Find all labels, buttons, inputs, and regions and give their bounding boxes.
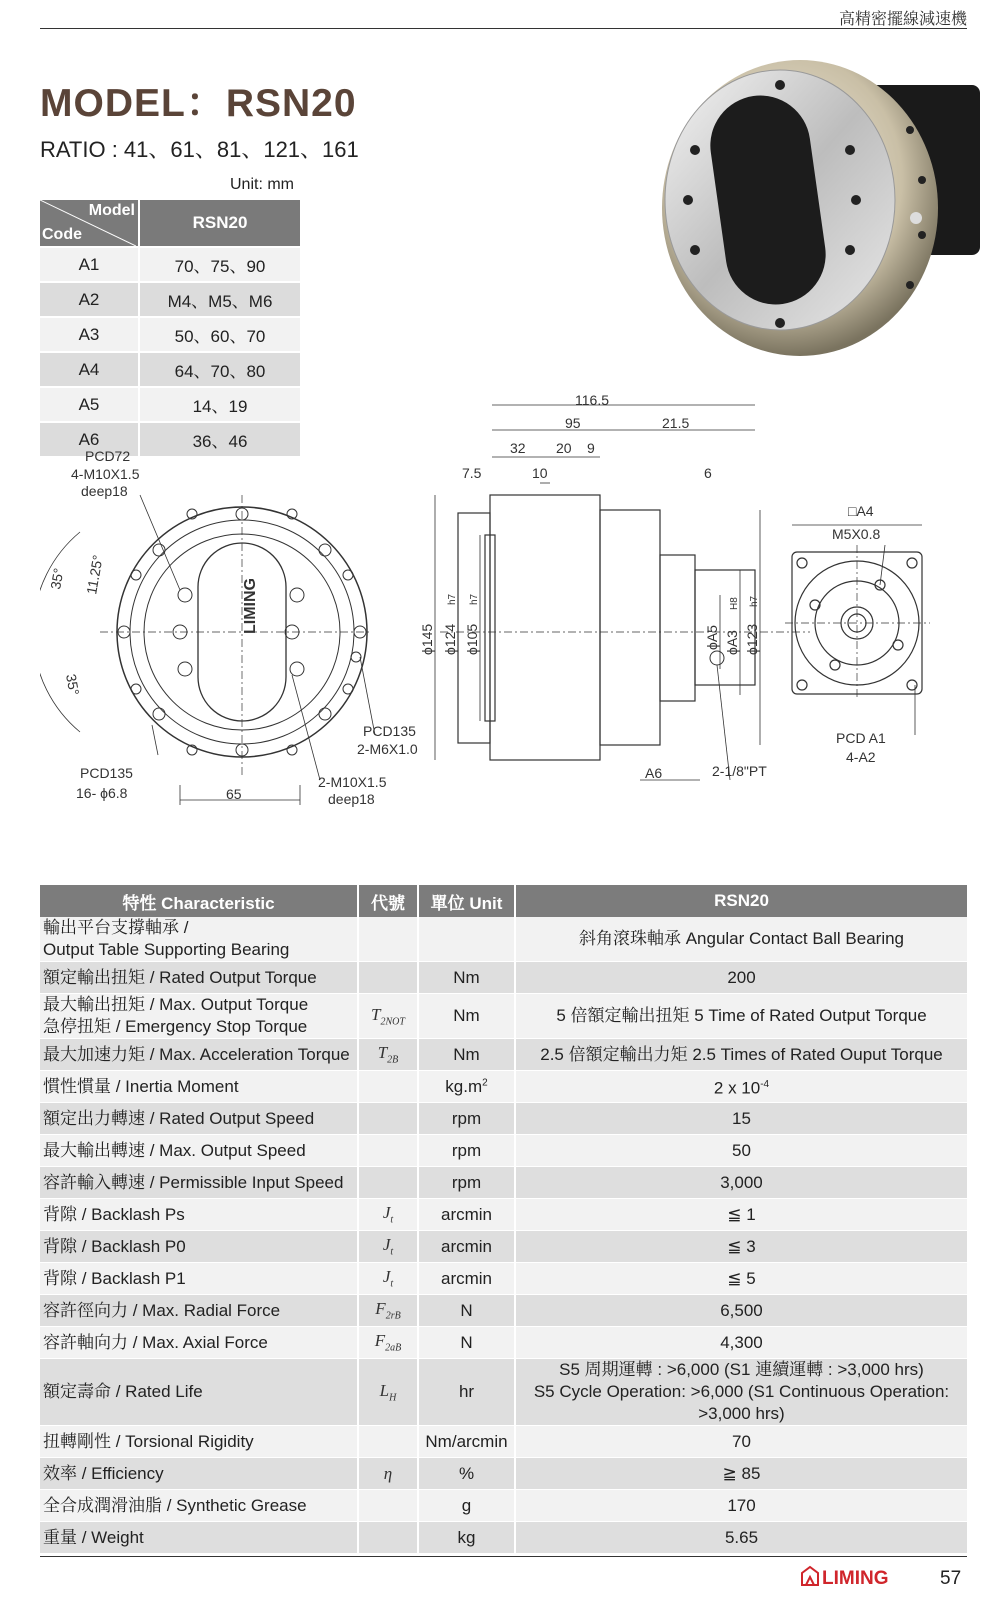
spec-row: [40, 1199, 967, 1231]
spec-value: [515, 1522, 967, 1554]
spec-char-text2: Output Table Supporting Bearing: [43, 940, 290, 959]
spec-char: [40, 1263, 358, 1295]
spec-code: [358, 1167, 418, 1199]
spec-code-sub: t: [390, 1246, 394, 1258]
spec-char: [40, 994, 358, 1039]
spec-char-text: 全合成潤滑油脂 / Synthetic Grease: [43, 1495, 307, 1515]
spec-char: [40, 1199, 358, 1231]
spec-char-text: 最大輸出轉速 / Max. Output Speed: [43, 1140, 306, 1160]
spec-value: [515, 1199, 967, 1231]
spec-row: [40, 1135, 967, 1167]
spec-code-main: J: [382, 1235, 391, 1255]
spec-char-text: 重量 / Weight: [43, 1527, 144, 1547]
dim-32: 32: [510, 440, 526, 456]
technical-drawing: [40, 395, 980, 845]
flange-a2: 4-A2: [846, 749, 876, 765]
spec-value-text: 200: [727, 967, 756, 987]
spec-value: [515, 1359, 967, 1426]
spec-unit-text: rpm: [451, 1140, 482, 1160]
spec-unit-text: kg.m: [445, 1076, 483, 1096]
spec-char-text2: 急停扭矩 / Emergency Stop Torque: [43, 1017, 308, 1036]
spec-head-value: RSN20: [515, 885, 967, 917]
spec-code: [358, 1327, 418, 1359]
spec-unit-text: kg: [457, 1527, 476, 1547]
head-code: Code: [42, 226, 82, 243]
front-view: [40, 495, 375, 805]
spec-head-code: 代號: [358, 885, 418, 917]
spec-char-text: 容許徑向力 / Max. Radial Force: [43, 1300, 281, 1320]
front-logo: LIMING: [242, 578, 259, 634]
spec-value: [515, 1103, 967, 1135]
spec-row: [40, 1426, 967, 1458]
dim-a6: A6: [645, 765, 663, 781]
spec-char-text: 背隙 / Backlash P1: [43, 1268, 186, 1288]
spec-unit: [418, 1167, 515, 1199]
spec-code-sub: 2aB: [385, 1342, 402, 1354]
spec-value: [515, 1263, 967, 1295]
spec-code-sub: 2B: [387, 1054, 399, 1066]
value-cell: 50、60、70: [139, 317, 300, 352]
ratio-line: RATIO : 41、61、81、121、161: [40, 137, 359, 162]
spec-unit: [418, 962, 515, 994]
spec-value-text: 2 x 10: [713, 1078, 761, 1098]
spec-unit-text: Nm/arcmin: [425, 1431, 508, 1451]
spec-value: [515, 1167, 967, 1199]
spec-unit-sup: 2: [482, 1076, 488, 1088]
spec-char: [40, 1231, 358, 1263]
spec-unit: [418, 917, 515, 962]
spec-value-text: 70: [732, 1431, 751, 1451]
dim-phi124: ϕ124: [442, 623, 458, 655]
brand-name: LIMING: [822, 1568, 889, 1589]
label-deep18-a: deep18: [81, 483, 128, 499]
spec-char-text: 容許軸向力 / Max. Axial Force: [43, 1332, 268, 1352]
dim-phi145: ϕ145: [419, 623, 435, 655]
spec-code: [358, 962, 418, 994]
spec-char-text: 額定輸出扭矩 / Rated Output Torque: [43, 967, 317, 987]
code-cell: A6: [40, 422, 139, 457]
label-m10-4: 4-M10X1.5: [71, 466, 140, 482]
spec-value-sup: -4: [760, 1078, 770, 1090]
spec-code-main: F: [375, 1299, 386, 1319]
spec-char-text: 最大輸出扭矩 / Max. Output Torque: [43, 995, 309, 1014]
spec-unit-text: rpm: [451, 1108, 482, 1128]
spec-value: [515, 1071, 967, 1103]
value-cell: 70、75、90: [139, 247, 300, 282]
spec-value-text: 5 倍額定輸出扭矩 5 Time of Rated Output Torque: [556, 1006, 927, 1025]
spec-unit-text: rpm: [451, 1172, 482, 1192]
footer-line: [40, 1556, 967, 1557]
spec-head-unit: 單位 Unit: [418, 885, 515, 917]
spec-code-main: η: [383, 1463, 393, 1483]
spec-char-text: 容許輸入轉速 / Permissible Input Speed: [43, 1172, 344, 1192]
spec-char: [40, 1327, 358, 1359]
spec-unit: [418, 1426, 515, 1458]
side-view: [435, 405, 810, 780]
spec-unit: [418, 1490, 515, 1522]
value-cell: 36、46: [139, 422, 300, 457]
spec-value: [515, 917, 967, 962]
label-pcd135-16: PCD135: [80, 765, 133, 781]
spec-value-text3: >3,000 hrs): [698, 1404, 785, 1423]
value-cell: 64、70、80: [139, 352, 300, 387]
header-title: 高精密擺線減速機: [838, 11, 967, 28]
spec-code: [358, 1263, 418, 1295]
spec-value: [515, 994, 967, 1039]
spec-code: [358, 1103, 418, 1135]
spec-code: [358, 1071, 418, 1103]
spec-value: [515, 1135, 967, 1167]
spec-row: [40, 1071, 967, 1103]
spec-unit-text: Nm: [453, 1044, 480, 1064]
spec-value-text: 50: [732, 1140, 751, 1160]
spec-code: [358, 1490, 418, 1522]
dim-20: 20: [556, 440, 572, 456]
spec-unit: [418, 1359, 515, 1426]
label-m10-2: 2-M10X1.5: [318, 774, 387, 790]
spec-value-text: ≦ 1: [727, 1204, 756, 1224]
spec-value-text: 5.65: [724, 1527, 759, 1547]
value-cell: M4、M5、M6: [139, 282, 300, 317]
spec-code: [358, 1295, 418, 1327]
spec-unit: [418, 1263, 515, 1295]
code-cell: A5: [40, 387, 139, 422]
spec-code: [358, 994, 418, 1039]
code-cell: A4: [40, 352, 139, 387]
unit-label: Unit: mm: [230, 176, 294, 193]
spec-row: [40, 1263, 967, 1295]
spec-value-text: ≧ 85: [722, 1463, 761, 1483]
model-title: MODEL：RSN20: [40, 82, 357, 125]
spec-unit-text: Nm: [453, 967, 480, 987]
spec-value: [515, 1490, 967, 1522]
spec-char: [40, 1490, 358, 1522]
label-deep18-b: deep18: [328, 791, 375, 807]
spec-char: [40, 1522, 358, 1554]
spec-char: [40, 1295, 358, 1327]
spec-code: [358, 1359, 418, 1426]
spec-row: [40, 962, 967, 994]
page-header: [40, 0, 967, 29]
spec-value-text: 4,300: [720, 1332, 763, 1352]
code-cell: A1: [40, 247, 139, 282]
page-number: 57: [940, 1568, 962, 1589]
spec-value-text: ≦ 3: [727, 1236, 756, 1256]
spec-head-char: 特性 Characteristic: [40, 885, 358, 917]
spec-char: [40, 1167, 358, 1199]
spec-code: [358, 917, 418, 962]
brand-logo-icon: [800, 1565, 820, 1587]
spec-unit: [418, 1295, 515, 1327]
spec-unit: [418, 994, 515, 1039]
spec-unit: [418, 1327, 515, 1359]
dim-h7b: h7: [469, 593, 480, 605]
dim-phiA3: ϕA3: [724, 630, 740, 655]
label-ang35a: 35°: [47, 566, 67, 591]
label-ang35b: 35°: [63, 672, 83, 697]
dim-phi105: ϕ105: [464, 623, 480, 655]
spec-unit: [418, 1231, 515, 1263]
flange-pcd: PCD A1: [836, 730, 886, 746]
spec-char: [40, 917, 358, 962]
dim-9: 9: [587, 440, 595, 456]
spec-table: [40, 885, 967, 1554]
spec-value-text: 15: [732, 1108, 751, 1128]
spec-char: [40, 1071, 358, 1103]
spec-unit-text: Nm: [453, 1006, 480, 1025]
spec-row: [40, 1167, 967, 1199]
spec-char-text: 額定壽命 / Rated Life: [43, 1382, 203, 1401]
label-pcd72: PCD72: [85, 448, 131, 464]
spec-row: [40, 1039, 967, 1071]
spec-code-sub: 2NOT: [380, 1016, 405, 1028]
dim-95: 95: [565, 415, 581, 431]
spec-code-main: T: [377, 1043, 388, 1063]
spec-row: [40, 1359, 967, 1426]
spec-value: [515, 1295, 967, 1327]
spec-code: [358, 1458, 418, 1490]
spec-code-main: J: [382, 1267, 391, 1287]
dim-h8: H8: [729, 597, 740, 610]
spec-code: [358, 1135, 418, 1167]
spec-unit-text: g: [461, 1495, 472, 1515]
spec-value-text: ≦ 5: [727, 1268, 756, 1288]
spec-value-text: S5 周期運轉 : >6,000 (S1 連續運轉 : >3,000 hrs): [559, 1360, 924, 1379]
spec-code: [358, 1522, 418, 1554]
spec-char: [40, 1359, 358, 1426]
spec-char: [40, 1458, 358, 1490]
spec-code-main: J: [382, 1203, 391, 1223]
spec-code-sub: H: [389, 1392, 397, 1404]
spec-row: [40, 1458, 967, 1490]
head-value: RSN20: [139, 200, 300, 247]
product-photo: [660, 40, 980, 360]
spec-unit-text: %: [458, 1463, 475, 1483]
spec-value: [515, 1327, 967, 1359]
label-m6: 2-M6X1.0: [357, 741, 418, 757]
spec-row: [40, 1103, 967, 1135]
spec-unit: [418, 1199, 515, 1231]
dim-h7c: h7: [749, 595, 760, 607]
spec-unit: [418, 1522, 515, 1554]
spec-value: [515, 962, 967, 994]
label-pcd135-m6: PCD135: [363, 723, 416, 739]
dim-phi123: ϕ123: [744, 623, 760, 655]
spec-row: [40, 1490, 967, 1522]
spec-unit: [418, 1103, 515, 1135]
spec-char-text: 背隙 / Backlash P0: [43, 1236, 186, 1256]
spec-unit-text: N: [460, 1300, 473, 1320]
dim-215: 21.5: [662, 415, 690, 431]
spec-char: [40, 1135, 358, 1167]
label-ang1125: 11.25°: [83, 553, 106, 596]
dim-6: 6: [704, 465, 712, 481]
spec-value: [515, 1039, 967, 1071]
dim-pt: 2-1/8"PT: [712, 763, 767, 779]
spec-unit-text: arcmin: [440, 1236, 492, 1256]
spec-unit: [418, 1071, 515, 1103]
spec-char-text: 慣性慣量 / Inertia Moment: [43, 1076, 239, 1096]
head-model: Model: [88, 202, 135, 219]
spec-value-text: 170: [727, 1495, 756, 1515]
spec-char: [40, 1103, 358, 1135]
spec-value-text2: S5 Cycle Operation: >6,000 (S1 Continuous Operation:: [533, 1382, 950, 1401]
flange-m5: M5X0.8: [832, 526, 881, 542]
spec-row: [40, 1327, 967, 1359]
dim-h7a: h7: [447, 593, 458, 605]
spec-code: [358, 1039, 418, 1071]
label-dim65: 65: [226, 786, 242, 802]
spec-unit-text: N: [460, 1332, 473, 1352]
code-cell: A3: [40, 317, 139, 352]
spec-row: [40, 917, 967, 962]
spec-code-sub: t: [390, 1278, 394, 1290]
spec-code: [358, 1426, 418, 1458]
spec-code-sub: 2rB: [385, 1310, 401, 1322]
spec-code-main: L: [379, 1380, 390, 1400]
spec-code-sub: t: [390, 1214, 394, 1226]
spec-value-text: 6,500: [720, 1300, 763, 1320]
spec-code: [358, 1231, 418, 1263]
dim-1165: 116.5: [575, 395, 609, 408]
spec-unit-text: arcmin: [440, 1268, 492, 1288]
spec-char-text: 效率 / Efficiency: [43, 1463, 164, 1483]
spec-value: [515, 1426, 967, 1458]
spec-char-text: 輸出平台支撐軸承 /: [43, 918, 189, 937]
spec-char: [40, 962, 358, 994]
spec-value-text: 3,000: [720, 1172, 763, 1192]
spec-code: [358, 1199, 418, 1231]
flange-a4: □A4: [848, 503, 874, 519]
flange-view: [785, 525, 930, 735]
spec-char-text: 扭轉剛性 / Torsional Rigidity: [43, 1431, 254, 1451]
spec-code-main: F: [374, 1331, 386, 1351]
spec-row: [40, 1231, 967, 1263]
spec-unit-text: hr: [458, 1382, 475, 1401]
spec-value: [515, 1458, 967, 1490]
spec-unit: [418, 1458, 515, 1490]
spec-char-text: 背隙 / Backlash Ps: [43, 1204, 185, 1224]
spec-row: [40, 1522, 967, 1554]
code-table-corner: [40, 200, 139, 247]
spec-unit: [418, 1135, 515, 1167]
dim-75: 7.5: [462, 465, 482, 481]
spec-value-text: 斜角滾珠軸承 Angular Contact Ball Bearing: [578, 929, 905, 948]
spec-char: [40, 1426, 358, 1458]
spec-row: [40, 1295, 967, 1327]
spec-value-text: 2.5 倍額定輸出力矩 2.5 Times of Rated Ouput Torque: [540, 1044, 943, 1064]
value-cell: 14、19: [139, 387, 300, 422]
spec-code-main: T: [371, 1004, 381, 1024]
dim-10: 10: [532, 465, 548, 481]
spec-row: [40, 994, 967, 1039]
spec-char-text: 額定出力轉速 / Rated Output Speed: [43, 1108, 315, 1128]
label-holes: 16- ϕ6.8: [76, 785, 128, 801]
spec-value: [515, 1231, 967, 1263]
spec-char-text: 最大加速力矩 / Max. Acceleration Torque: [43, 1044, 350, 1064]
spec-unit: [418, 1039, 515, 1071]
dim-phiA5: ϕA5: [704, 625, 720, 650]
spec-char: [40, 1039, 358, 1071]
code-cell: A2: [40, 282, 139, 317]
spec-unit-text: arcmin: [440, 1204, 492, 1224]
